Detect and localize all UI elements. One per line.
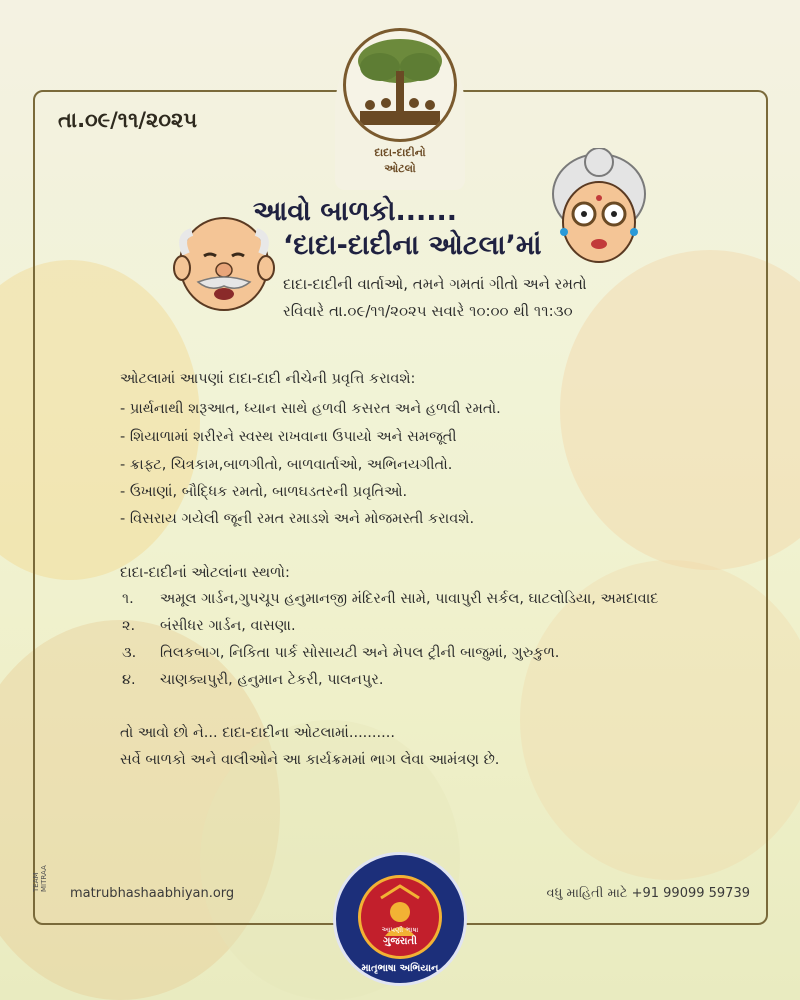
activity-item: - ક્રાફ્ટ, ચિત્રકામ,બાળગીતો, બાળવાર્તાઓ, અભિનયગીતો. — [120, 457, 453, 473]
location-number: ૪. — [122, 672, 136, 688]
tree-gathering-icon — [343, 28, 457, 142]
logo-title-line2: ઓટલો — [384, 162, 416, 175]
logo-title-line1: દાદા-દાદીનો — [374, 146, 426, 159]
location-text: તિલકબાગ, નિકિતા પાર્ક સોસાયટી અને મેપલ ટ્રીની બાજુમાં, ગુરુકુળ. — [160, 645, 560, 661]
event-date: તા.૦૯/૧૧/૨૦૨૫ — [58, 108, 198, 132]
activity-item: - વિસરાય ગયેલી જૂની રમત રમાડશે અને મોજમસ્તી કરાવશે. — [120, 511, 475, 527]
location-text: અમૂલ ગાર્ડન,ગુપચૂપ હનુમાનજી મંદિરની સામે, પાવાપુરી સર્કલ, ઘાટલોડિયા, અમદાવાદ — [160, 591, 659, 607]
closing-line2: સર્વે બાળકો અને વાલીઓને આ કાર્યક્રમમાં ભાગ લેવા આમંત્રણ છે. — [120, 752, 500, 768]
location-text: ચાણક્યપુરી, હનુમાન ટેકરી, પાલનપુર. — [160, 672, 384, 688]
logo — [335, 28, 465, 190]
contact-info: વધુ માહિતી માટે +91 99099 59739 — [546, 886, 750, 901]
locations-intro: દાદા-દાદીનાં ઓટલાંના સ્થળો: — [120, 565, 290, 581]
matrubhasha-abhiyan-logo — [333, 852, 467, 986]
location-number: ૧. — [122, 591, 134, 607]
subheading-line2: રવિવારે તા.૦૯/૧૧/૨૦૨૫ સવારે ૧૦:૦૦ થી ૧૧:૩૦ — [283, 302, 573, 320]
location-number: ૩. — [122, 645, 137, 661]
activity-item: - ઉખાણાં, બૌદ્ધિક રમતો, બાળઘડતરની પ્રવૃતિઓ. — [120, 484, 408, 500]
location-text: બંસીધર ગાર્ડન, વાસણા. — [160, 618, 296, 634]
activities-intro: ઓટલામાં આપણાં દાદા-દાદી નીચેની પ્રવૃત્તિ કરાવશે: — [120, 371, 416, 387]
grandmother-icon — [546, 148, 652, 268]
subheading-line1: દાદા-દાદીની વાર્તાઓ, તમને ગમતાં ગીતો અને રમતો — [283, 275, 587, 293]
team-label: TEAM MITRAA — [32, 865, 48, 892]
headline-line1: આવો બાળકો...... — [253, 196, 458, 227]
website-link[interactable]: matrubhashaabhiyan.org — [70, 886, 235, 901]
closing-line1: તો આવો છો ને... દાદા-દાદીના ઓટલામાં.......... — [120, 725, 395, 741]
badge-middle-text: ગુજરાતી — [383, 936, 417, 947]
activity-item: - શિયાળામાં શરીરને સ્વસ્થ રાખવાના ઉપાયો અને સમજૂતી — [120, 429, 457, 445]
headline-line2: ‘દાદા-દાદીના ઓટલા’માં — [283, 230, 542, 261]
location-number: ૨. — [122, 618, 136, 634]
badge-emblem — [358, 875, 442, 959]
badge-top-text: આપણી ભાષા — [381, 926, 419, 934]
badge-bottom-text: માતૃભાષા અભિયાન — [361, 963, 439, 974]
activity-item: - પ્રાર્થનાથી શરૂઆત, ધ્યાન સાથે હળવી કસરત અને હળવી રમતો. — [120, 401, 501, 417]
